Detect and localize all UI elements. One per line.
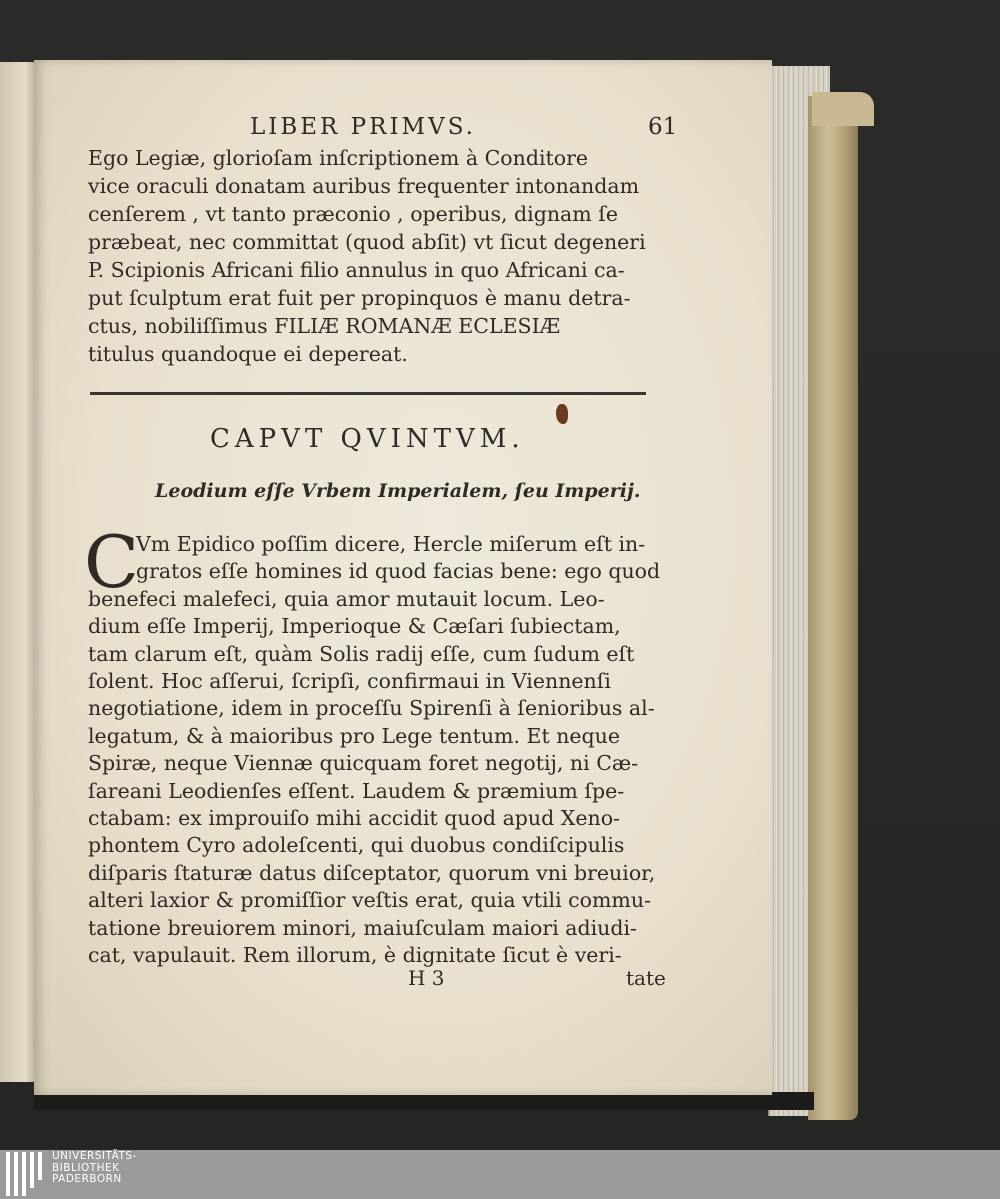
running-head: LIBER PRIMVS. [250, 114, 476, 140]
library-name-line2: BIBLIOTHEK [52, 1161, 120, 1174]
text-line: P. Scipionis Africani filio annulus in quo Africani ca- [88, 258, 625, 282]
text-line: benefeci malefeci, quia amor mutauit locum. Leo- [88, 586, 605, 611]
book-cover-edge [808, 96, 858, 1120]
text-line: dium eſſe Imperij, Imperioque & Cæſari ſubiectam, [88, 614, 621, 639]
text-line: alteri laxior & promiſſior veſtis erat, quia vtili commu- [88, 888, 651, 913]
left-page-edge [0, 62, 36, 1082]
text-line: ſareani Leodienſes eſſent. Laudem & præmium ſpe- [88, 778, 625, 803]
text-line: phontem Cyro adoleſcenti, qui duobus condiſcipulis [88, 833, 625, 858]
footer-bar [0, 1150, 1000, 1199]
ink-stain [556, 404, 568, 424]
text-line: tam clarum eſt, quàm Solis radij eſſe, cum ſudum eſt [88, 641, 635, 666]
text-line: ctabam: ex improuiſo mihi accidit quod apud Xeno- [88, 806, 620, 830]
catchword: tate [626, 966, 666, 990]
text-line: Spiræ, neque Viennæ quicquam foret negotij, ni Cæ- [88, 751, 639, 776]
text-line: Ego Legiæ, glorioſam inſcriptionem à Conditore [88, 146, 589, 170]
text-line: Vm Epidico poſſim dicere, Hercle miſerum eſt in- [136, 532, 646, 556]
library-name-line3: PADERBORN [52, 1173, 122, 1185]
text-line: negotiatione, idem in proceſſu Spirenſi à ſenioribus al- [88, 696, 655, 721]
chapter-subtitle: Leodium eſſe Vrbem Imperialem, ſeu Imperij. [155, 480, 641, 502]
text-line: titulus quandoque ei depereat. [88, 342, 408, 366]
text-line: præbeat, nec committat (quod abſit) vt ſicut degeneri [88, 230, 646, 254]
text-line: cenſerem , vt tanto præconio , operibus, dignam ſe [88, 202, 618, 226]
text-line: ctus, nobiliſſimus FILIÆ ROMANÆ ECLESIÆ [88, 314, 561, 338]
library-logo-icon [4, 1152, 48, 1196]
horizontal-rule [90, 392, 646, 395]
text-line: put ſculptum erat fuit per propinquos è manu detra- [88, 286, 631, 310]
library-name [52, 1151, 137, 1186]
text-line: gratos eſſe homines id quod facias bene: ego quod [136, 559, 661, 584]
book-cover-corner [812, 92, 874, 126]
text-line: vice oraculi donatam auribus frequenter intonandam [88, 174, 640, 198]
page-number: 61 [648, 114, 678, 140]
text-line: ſolent. Hoc aſſerui, ſcripſi, confirmaui in Viennenſi [88, 669, 611, 693]
text-line: tatione breuiorem minori, maiuſculam maiori adiudi- [88, 915, 637, 940]
text-line: diſparis ſtaturæ datus diſceptator, quorum vni breuior, [88, 860, 656, 885]
drop-cap: C [84, 520, 140, 604]
text-line: legatum, & à maioribus pro Lege tentum. Et neque [88, 723, 621, 748]
chapter-title: CAPVT QVINTVM. [210, 424, 525, 454]
library-name-line1: UNIVERSITÄTS- [52, 1150, 137, 1162]
signature-mark: H 3 [408, 966, 445, 990]
text-line: cat, vapulauit. Rem illorum, è dignitate ſicut è veri- [88, 943, 622, 967]
